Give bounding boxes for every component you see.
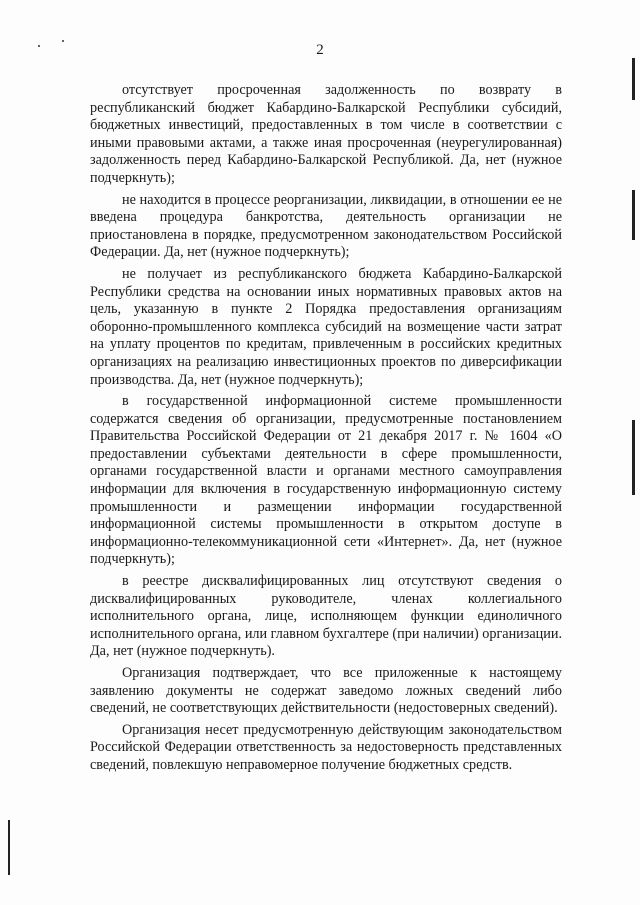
scan-edge-mark: [632, 58, 635, 100]
page-number: 2: [316, 42, 324, 58]
paragraph-responsibility: Организация несет предусмотренную действующим законодательством Российской Федерации ответственность за недостоверность представленных сведений, повлекшую неправомерное получение бюджетных средств.: [90, 721, 562, 773]
scan-edge-mark: [632, 190, 635, 240]
paragraph-documents-confirmation: Организация подтверждает, что все приложенные к настоящему заявлению документы не содержат заведомо ложных сведений либо сведений, не соответствующих действительности (недостоверных сведений).: [90, 665, 562, 717]
paragraph-no-overdue-debt: отсутствует просроченная задолженность по возврату в республиканский бюджет Кабардино-Балкарской Республики субсидий, бюджетных инвестиций, предоставленных в том числе в соответствии с иными правовыми актами, а также иная просроченная (неурегулированная) задолженность перед Кабардино-Балкарской Республикой. Да, нет (нужное подчеркнуть);: [90, 82, 562, 186]
scan-edge-mark: [8, 820, 10, 875]
scan-edge-mark: [632, 420, 635, 495]
paragraph-no-reorganization: не находится в процессе реорганизации, ликвидации, в отношении ее не введена процедура банкротства, деятельность организации не приостановлена в порядке, предусмотренном законодательством Российской Федерации. Да, нет (нужное подчеркнуть);: [90, 191, 562, 261]
paragraph-no-other-funds: не получает из республиканского бюджета Кабардино-Балкарской Республики средства на основании иных нормативных правовых актов на цель, указанную в пункте 2 Порядка предоставления организациям оборонно-промышленного комплекса субсидий на возмещение части затрат на уплату процентов по кредитам, привлеченным в российских кредитных организациях на реализацию инвестиционных проектов по диверсификации производства. Да, нет (нужное подчеркнуть);: [90, 265, 562, 388]
document-body: [90, 82, 562, 779]
paragraph-gisp-information: в государственной информационной системе промышленности содержатся сведения об организации, предусмотренные постановлением Правительства Российской Федерации от 21 декабря 2017 г. № 1604 «О предоставлении субъектами деятельности в сфере промышленности, органами государственной власти и органами местного самоуправления информации для включения в государственную информационную систему промышленности и размещении информации государственной информационной системы промышленности в открытом доступе в информационно-телекоммуникационной сети «Интернет». Да, нет (нужное подчеркнуть);: [90, 393, 562, 568]
paragraph-disqualified-registry: в реестре дисквалифицированных лиц отсутствуют сведения о дисквалифицированных руководителе, членах коллегиального исполнительного органа, лице, исполняющем функции единоличного исполнительного органа, или главном бухгалтере (при наличии) организации. Да, нет (нужное подчеркнуть).: [90, 573, 562, 660]
